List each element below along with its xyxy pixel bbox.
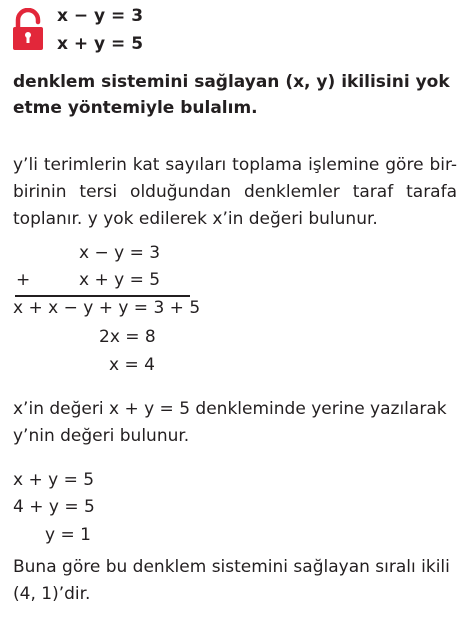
problem-statement-line-1: denklem sistemini sağlayan (x, y) ikilisini yok — [13, 72, 450, 92]
addition-step-1: 2x = 8 — [99, 327, 156, 347]
system-equation-1: x − y = 3 — [57, 6, 144, 26]
substitution-equation-1: x + y = 5 — [13, 470, 95, 490]
substitution-equation-3: y = 1 — [45, 525, 91, 545]
sum-rule — [15, 295, 190, 297]
substitution-text-line-1: x’in değeri x + y = 5 denkleminde yerine yazılarak — [13, 399, 447, 419]
addition-step-2: x = 4 — [109, 355, 155, 375]
addition-sum: x + x − y + y = 3 + 5 — [13, 298, 201, 318]
explanation-line-2: birinin tersi olduğundan denklemler taraf tarafa — [13, 182, 457, 202]
explanation-line-1: y’li terimlerin kat sayıları toplama işlemine göre bir- — [13, 155, 457, 175]
conclusion-line-1: Buna göre bu denklem sistemini sağlayan sıralı ikili — [13, 557, 450, 577]
system-equation-2: x + y = 5 — [57, 34, 144, 54]
substitution-equation-2: 4 + y = 5 — [13, 497, 95, 517]
conclusion-line-2: (4, 1)’dir. — [13, 584, 91, 604]
explanation-line-3: toplanır. y yok edilerek x’in değeri bulunur. — [13, 209, 378, 229]
substitution-text-line-2: y’nin değeri bulunur. — [13, 426, 190, 446]
plus-sign: + — [16, 270, 31, 290]
addition-equation-2: x + y = 5 — [79, 270, 161, 290]
problem-statement-line-2: etme yöntemiyle bulalım. — [13, 98, 258, 118]
padlock-icon — [13, 8, 43, 50]
addition-equation-1: x − y = 3 — [79, 243, 161, 263]
